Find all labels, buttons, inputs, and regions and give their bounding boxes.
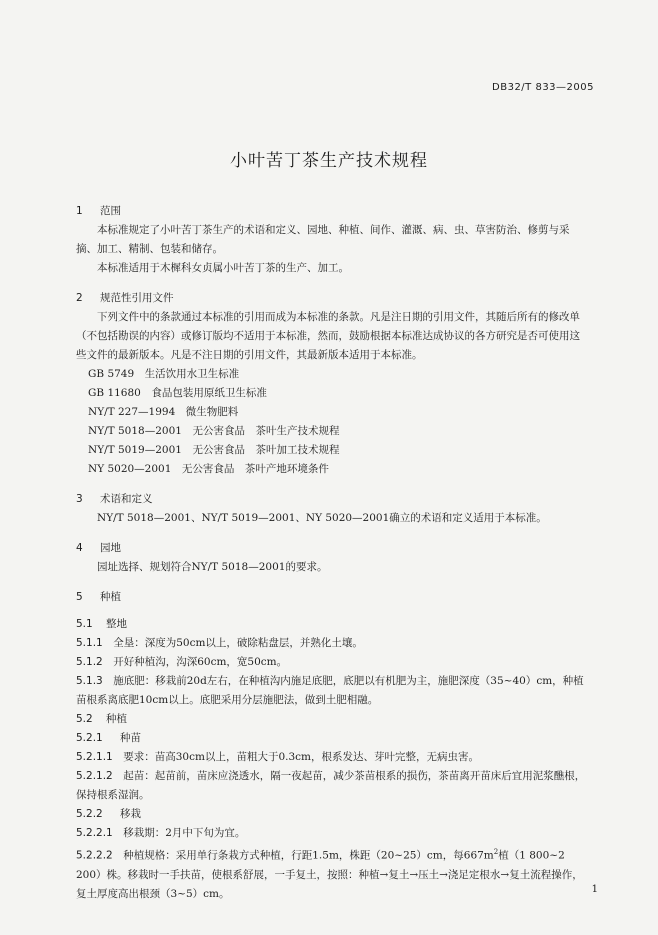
clause: 5.1.3 施底肥：移栽前20d左右，在种植沟内施足底肥，底肥以有机肥为主，施肥深度（35~40）cm，种植苗根系离底肥10cm以上。底肥采用分层施肥法，做到土肥相融。 [76, 675, 584, 706]
clause: 5.1.1 全垦：深度为50cm以上，破除粘盘层，并熟化土壤。 [76, 637, 363, 649]
paragraph: NY/T 5018—2001、NY/T 5019—2001、NY 5020—2001确立的术语和定义适用于本标准。 [97, 512, 547, 524]
clause: 5.2.1.2 起苗：起苗前，苗床应浇透水，隔一夜起苗，减少茶苗根系的损伤，茶苗离开苗床后宜用泥浆醮根，保持根系湿润。 [76, 770, 586, 801]
subsection-heading: 5.2.1 种苗 [76, 732, 141, 744]
standard-code: DB32/T 833—2005 [492, 82, 594, 93]
paragraph: 下列文件中的条款通过本标准的引用而成为本标准的条款。凡是注日期的引用文件，其随后所有的修改单（不包括勘误的内容）或修订版均不适用于本标准，然而，鼓励根据本标准达成协议的各方研究是否可使用这些文件的最新版本。凡是不注日期的引用文件，其最新版本适用于本标准。 [76, 311, 580, 361]
paragraph: 本标准规定了小叶苦丁茶生产的术语和定义、园地、种植、间作、灌溉、病、虫、草害防治、修剪与采摘、加工、精制、包装和储存。 [76, 224, 570, 255]
paragraph: 本标准适用于木樨科女贞属小叶苦丁茶的生产、加工。 [97, 262, 349, 274]
document-body [76, 202, 588, 904]
section-heading: 4 园地 [76, 542, 121, 554]
section-heading: 2 规范性引用文件 [76, 292, 174, 304]
reference-item: GB 5749 生活饮用水卫生标准 [88, 368, 240, 380]
clause: 5.2.1.1 要求：苗高30cm以上，苗粗大于0.3cm，根系发达、芽叶完整，无病虫害。 [76, 751, 479, 763]
section-heading: 1 范围 [76, 205, 121, 217]
section-heading: 5 种植 [76, 591, 121, 603]
reference-item: NY 5020—2001 无公害食品 茶叶产地环境条件 [88, 463, 329, 475]
subsection-heading: 5.1 整地 [76, 618, 127, 630]
reference-item: NY/T 5018—2001 无公害食品 茶叶生产技术规程 [88, 425, 340, 437]
paragraph: 园址选择、规划符合NY/T 5018—2001的要求。 [97, 561, 328, 573]
clause: 5.1.2 开好种植沟，沟深60cm，宽50cm。 [76, 656, 288, 668]
clause: 5.2.2.2 种植规格：采用单行条栽方式种植，行距1.5m，株距（20~25）cm，每$667m^2$植（1 800~2 200）株。移栽时一手扶苗，使根系舒展，一手复土，按照：种植→复土→压土→浇足定根水→复土流程操作，复土厚度高出根颈（3~5）cm。 [76, 848, 583, 900]
section-heading: 3 术语和定义 [76, 493, 153, 505]
document-title: 小叶苦丁茶生产技术规程 [230, 151, 428, 171]
reference-item: NY/T 227—1994 微生物肥料 [88, 406, 239, 418]
subsection-heading: 5.2 种植 [76, 713, 127, 725]
page-number: 1 [591, 884, 598, 895]
subsection-heading: 5.2.2 移栽 [76, 808, 141, 820]
reference-item: GB 11680 食品包装用原纸卫生标准 [88, 387, 267, 399]
reference-item: NY/T 5019—2001 无公害食品 茶叶加工技术规程 [88, 444, 340, 456]
clause: 5.2.2.1 移栽期：2月中下旬为宜。 [76, 827, 246, 839]
